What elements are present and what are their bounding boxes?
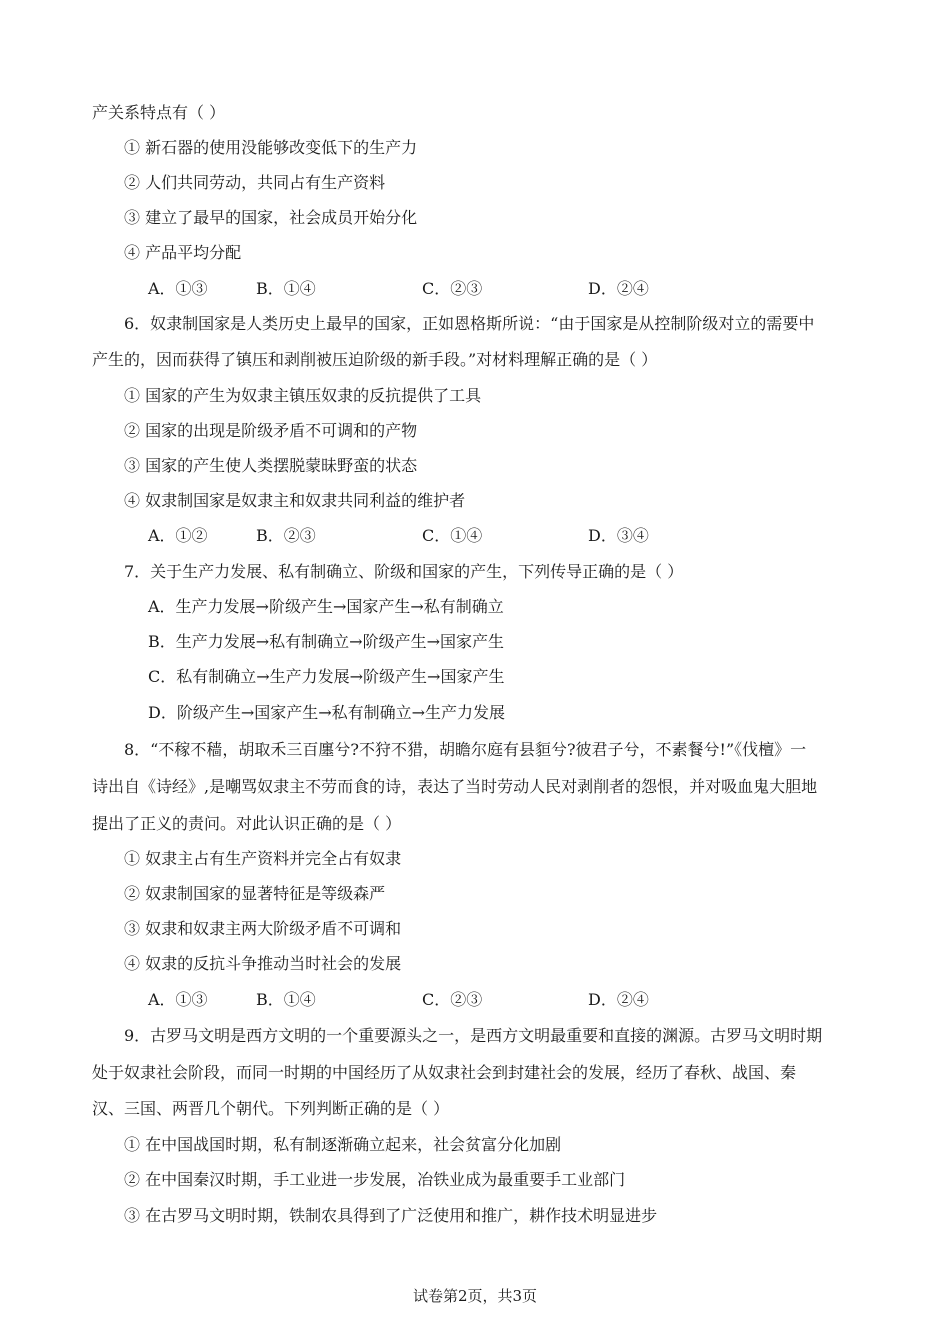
question-6-option-a: A．①② (148, 526, 208, 545)
page-footer: 试卷第2页，共3页 (412, 1287, 538, 1305)
question-9-statement-1: ① 在中国战国时期，私有制逐渐确立起来，社会贫富分化加剧 (124, 1135, 562, 1154)
question-6-statement-2: ② 国家的出现是阶级矛盾不可调和的产物 (124, 421, 418, 440)
question-6-statement-1: ① 国家的产生为奴隶主镇压奴隶的反抗提供了工具 (124, 386, 482, 405)
question-5-option-d: D．②④ (588, 279, 649, 298)
question-6-statement-3: ③ 国家的产生使人类摆脱蒙昧野蛮的状态 (124, 456, 418, 475)
question-5-statement-1: ① 新石器的使用没能够改变低下的生产力 (124, 138, 418, 157)
question-8-option-c: C．②③ (422, 990, 483, 1009)
question-6-option-d: D．③④ (588, 526, 649, 545)
question-7-option-d: D．阶级产生→国家产生→私有制确立→生产力发展 (148, 703, 506, 722)
question-8-statement-4: ④ 奴隶的反抗斗争推动当时社会的发展 (124, 954, 402, 973)
question-7-option-a: A．生产力发展→阶级产生→国家产生→私有制确立 (148, 597, 504, 616)
question-5-option-b: B．①④ (256, 279, 316, 298)
question-9-stem-line-2: 处于奴隶社会阶段，而同一时期的中国经历了从奴隶社会到封建社会的发展，经历了春秋、战国、秦 (92, 1063, 797, 1082)
question-8-option-a: A．①③ (148, 990, 208, 1009)
question-9-statement-2: ② 在中国秦汉时期，手工业进一步发展，冶铁业成为最重要手工业部门 (124, 1170, 626, 1189)
question-5-option-c: C．②③ (422, 279, 483, 298)
question-6-option-c: C．①④ (422, 526, 483, 545)
question-6-stem-line-1: 6．奴隶制国家是人类历史上最早的国家，正如恩格斯所说：“由于国家是从控制阶级对立的需要中 (124, 314, 815, 333)
question-6-option-b: B．②③ (256, 526, 316, 545)
question-8-stem-line-2: 诗出自《诗经》,是嘲骂奴隶主不劳而食的诗，表达了当时劳动人民对剥削者的怨恨，并对吸血鬼大胆地 (92, 777, 818, 796)
question-8-statement-1: ① 奴隶主占有生产资料并完全占有奴隶 (124, 849, 402, 868)
question-8-option-d: D．②④ (588, 990, 649, 1009)
question-5-option-a: A．①③ (148, 279, 208, 298)
question-8-stem-line-1: 8．“不稼不穑，胡取禾三百廛兮?不狩不猎，胡瞻尔庭有县貆兮?彼君子兮，不素餐兮!”《伐檀》一 (124, 740, 807, 759)
question-7-option-c: C．私有制确立→生产力发展→阶级产生→国家产生 (148, 667, 505, 686)
question-8-stem-line-3: 提出了正义的责问。对此认识正确的是（ ） (92, 814, 402, 833)
question-5-statement-4: ④ 产品平均分配 (124, 243, 242, 262)
question-8-statement-3: ③ 奴隶和奴隶主两大阶级矛盾不可调和 (124, 919, 402, 938)
question-9-statement-3: ③ 在古罗马文明时期，铁制农具得到了广泛使用和推广，耕作技术明显进步 (124, 1206, 658, 1225)
question-9-stem-line-3: 汉、三国、两晋几个朝代。下列判断正确的是（ ） (92, 1099, 450, 1118)
question-9-stem-line-1: 9．古罗马文明是西方文明的一个重要源头之一，是西方文明最重要和直接的渊源。古罗马文明时期 (124, 1026, 823, 1045)
question-5-stem-continued: 产关系特点有（ ） (92, 103, 226, 122)
question-7-stem: 7．关于生产力发展、私有制确立、阶级和国家的产生，下列传导正确的是（ ） (124, 562, 684, 581)
question-8-statement-2: ② 奴隶制国家的显著特征是等级森严 (124, 884, 386, 903)
question-7-option-b: B．生产力发展→私有制确立→阶级产生→国家产生 (148, 632, 504, 651)
question-8-option-b: B．①④ (256, 990, 316, 1009)
question-6-statement-4: ④ 奴隶制国家是奴隶主和奴隶共同利益的维护者 (124, 491, 466, 510)
question-6-stem-line-2: 产生的，因而获得了镇压和剥削被压迫阶级的新手段。”对材料理解正确的是（ ） (92, 350, 658, 369)
question-5-statement-2: ② 人们共同劳动，共同占有生产资料 (124, 173, 386, 192)
question-5-statement-3: ③ 建立了最早的国家，社会成员开始分化 (124, 208, 418, 227)
